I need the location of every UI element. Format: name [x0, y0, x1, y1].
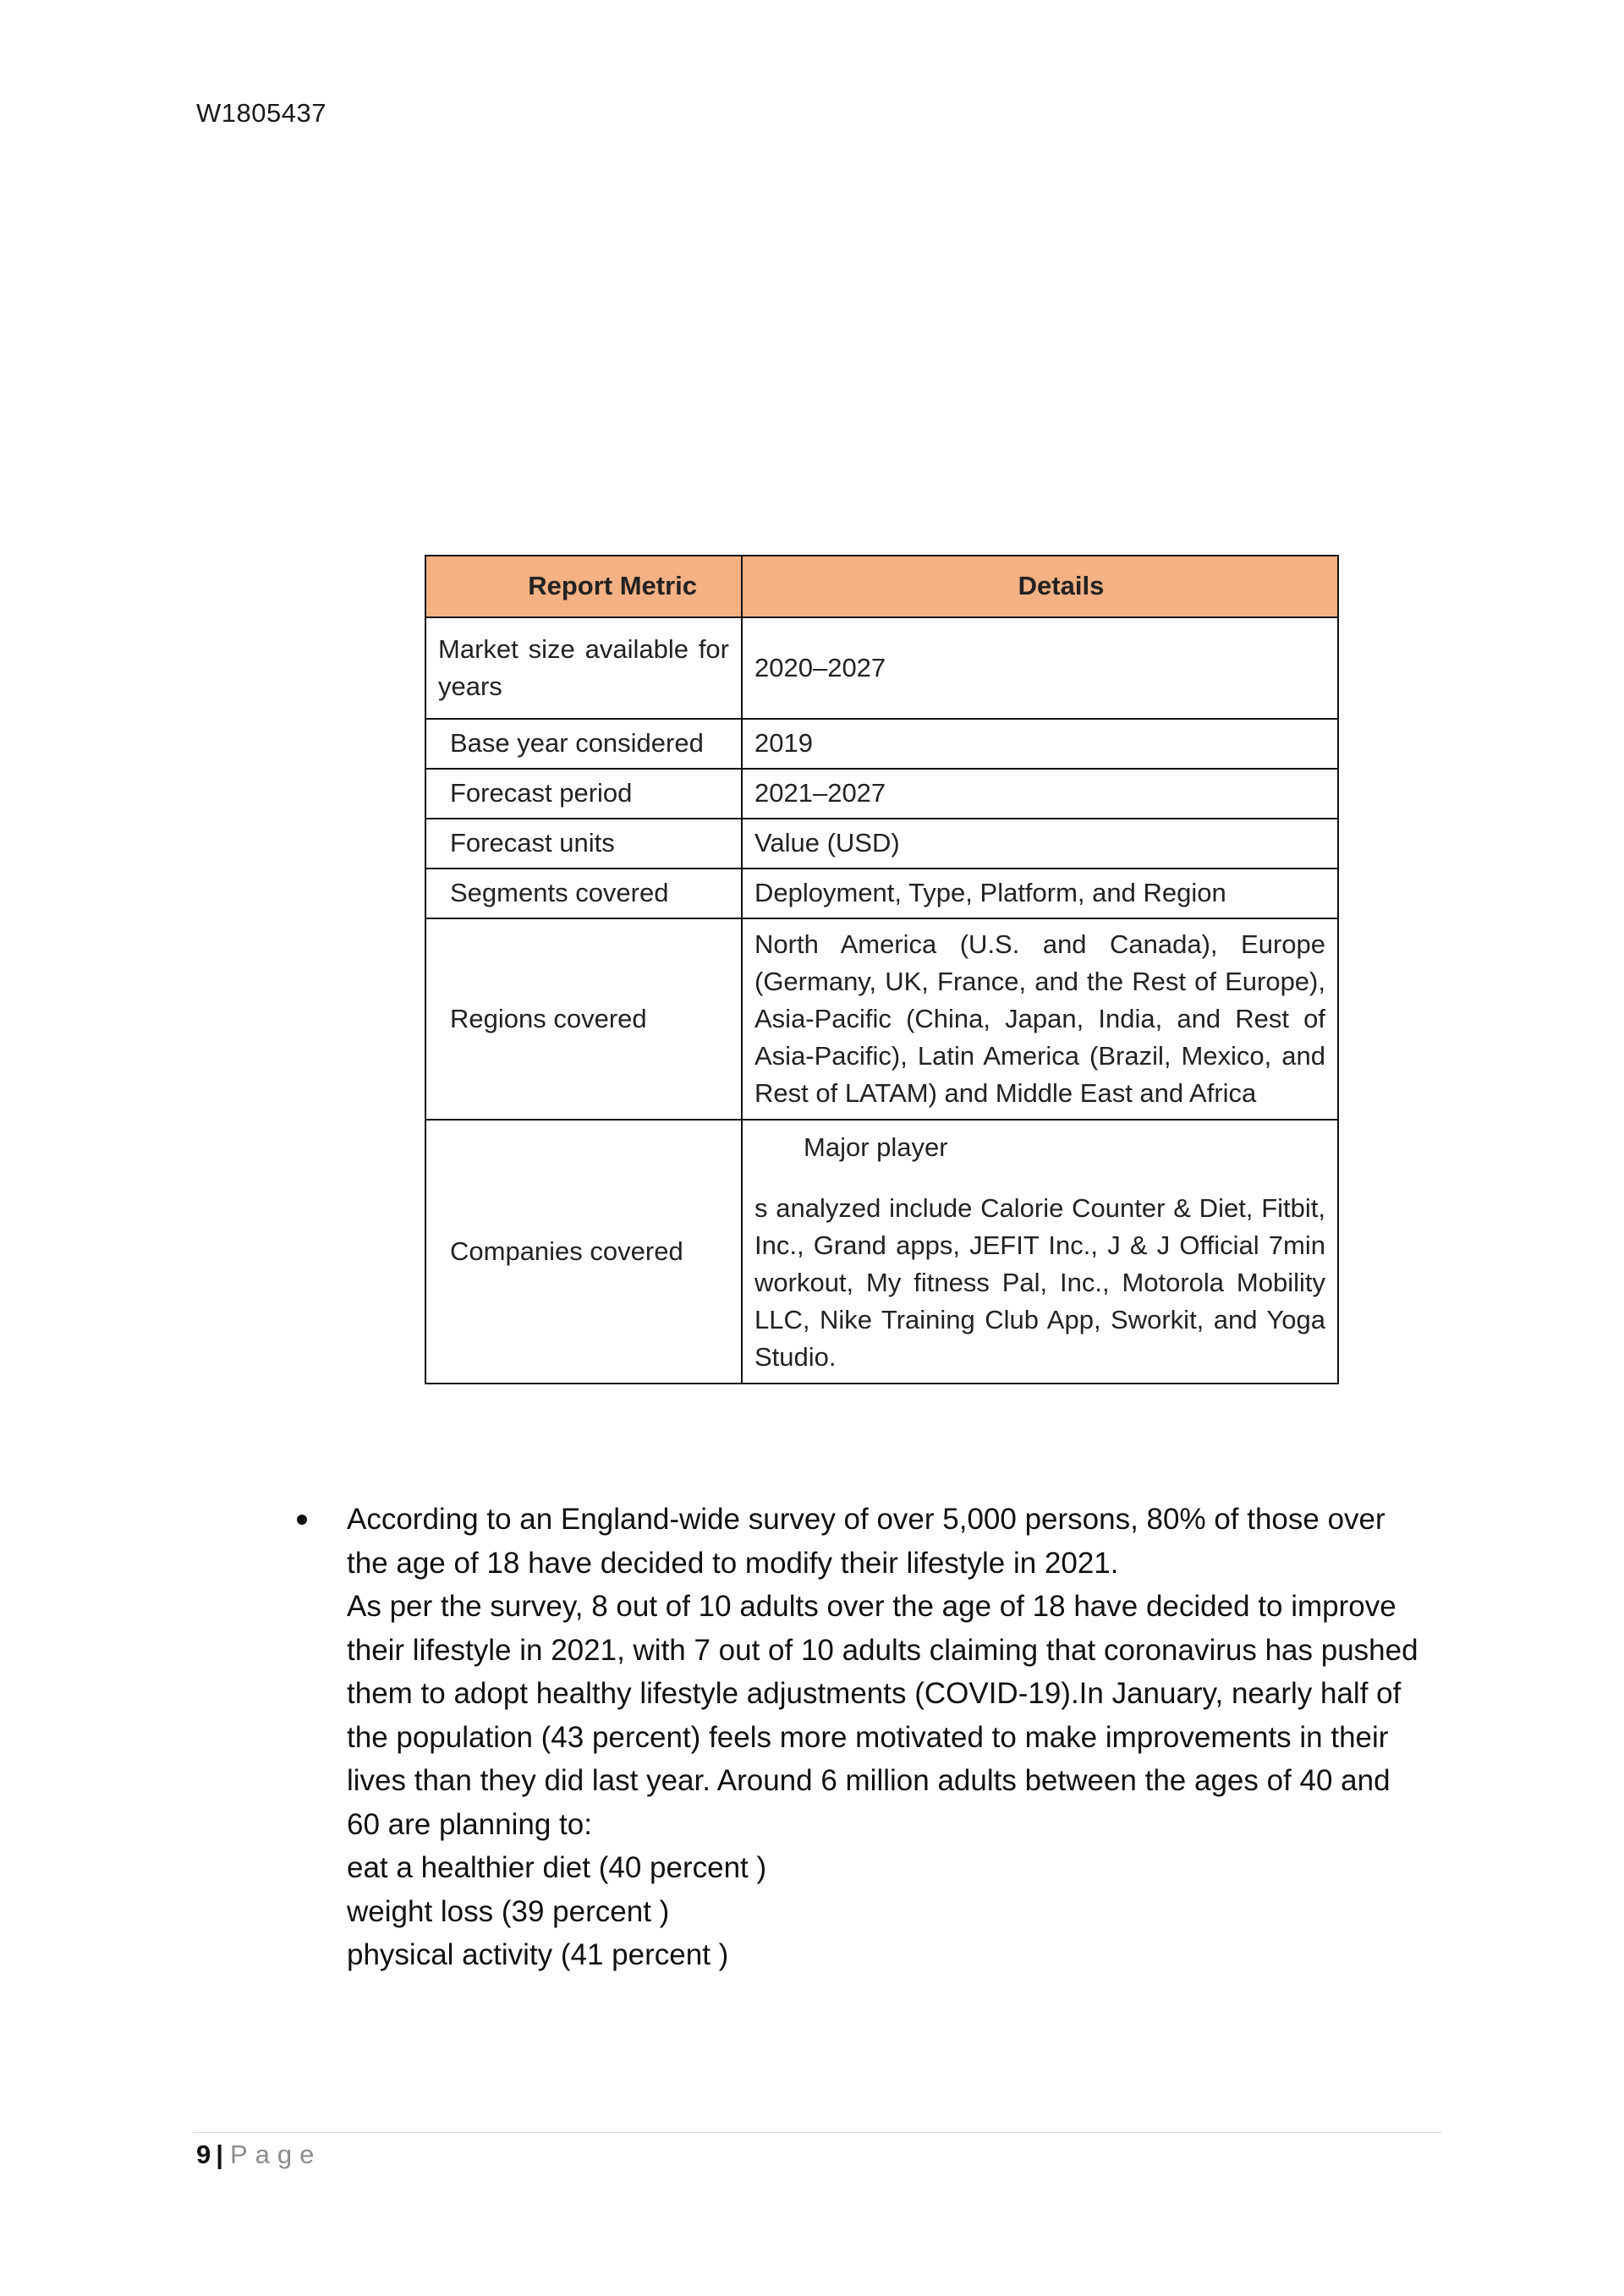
- page-footer: [196, 2140, 321, 2170]
- column-header-report-metric: Report Metric: [425, 556, 742, 617]
- details-cell: Deployment, Type, Platform, and Region: [742, 869, 1338, 918]
- bullet-dot-icon: [297, 1515, 307, 1525]
- survey-body: [288, 1498, 1429, 1977]
- page-number: 9: [196, 2140, 211, 2169]
- details-cell: 2020–2027: [742, 617, 1338, 719]
- plan-item: weight loss (39 percent ): [347, 1894, 670, 1928]
- table-row: [425, 719, 1338, 769]
- page-label: Page: [229, 2140, 322, 2169]
- table-row: [425, 617, 1338, 719]
- details-body-text: s analyzed include Calorie Counter & Diet, Fitbit, Inc., Grand apps, JEFIT Inc., J & J Official 7min workout, My fitness Pal, Inc., Motorola Mobility LLC, Nike Training Club App, Sworkit, and Yoga Studio.: [754, 1193, 1325, 1373]
- details-cell: Value (USD): [742, 819, 1338, 869]
- table-row: [425, 819, 1338, 869]
- survey-paragraph: As per the survey, 8 out of 10 adults over the age of 18 have decided to improve their lifestyle in 2021, with 7 out of 10 adults claiming that coronavirus has pushed them to adopt healthy lifestyle adjustments (COVID-19).In January, nearly half of the population (43 percent) feels more motivated to make improvements in their lives than they did last year. Around 6 million adults between the ages of 40 and 60 are planning to:: [347, 1590, 1418, 1841]
- plan-item: physical activity (41 percent ): [347, 1938, 729, 1971]
- details-cell: 2021–2027: [742, 769, 1338, 819]
- bullet-text: According to an England-wide survey of over 5,000 persons, 80% of those over the age of 18 have decided to modify their lifestyle in 2021.: [347, 1503, 1385, 1580]
- metric-cell: Companies covered: [425, 1120, 742, 1384]
- table-header-row: [425, 556, 1338, 617]
- table-row: [425, 769, 1338, 819]
- report-metric-table: [425, 555, 1339, 1384]
- metric-cell: Forecast units: [425, 819, 742, 869]
- metric-cell: Base year considered: [425, 719, 742, 769]
- details-cell: [742, 1120, 1338, 1384]
- metric-cell: Market size available for years: [425, 617, 742, 719]
- metric-cell: Segments covered: [425, 869, 742, 918]
- column-header-details: Details: [742, 556, 1338, 617]
- table-row: [425, 918, 1338, 1120]
- table-row: [425, 1120, 1338, 1384]
- footer-divider: [193, 2132, 1442, 2133]
- details-cell: 2019: [742, 719, 1338, 769]
- student-id-header: W1805437: [196, 98, 326, 128]
- plan-item: eat a healthier diet (40 percent ): [347, 1851, 767, 1884]
- details-lead-text: Major player: [804, 1132, 948, 1163]
- bullet-item: [288, 1498, 1429, 1977]
- table-row: [425, 869, 1338, 918]
- metric-cell: Forecast period: [425, 769, 742, 819]
- details-cell: North America (U.S. and Canada), Europe (Germany, UK, France, and the Rest of Europe), Asia-Pacific (China, Japan, India, and Rest of Asia-Pacific), Latin America (Brazil, Mexico, and Rest of LATAM) and Middle East and Africa: [742, 918, 1338, 1120]
- metric-cell: Regions covered: [425, 918, 742, 1120]
- footer-separator: |: [216, 2140, 223, 2169]
